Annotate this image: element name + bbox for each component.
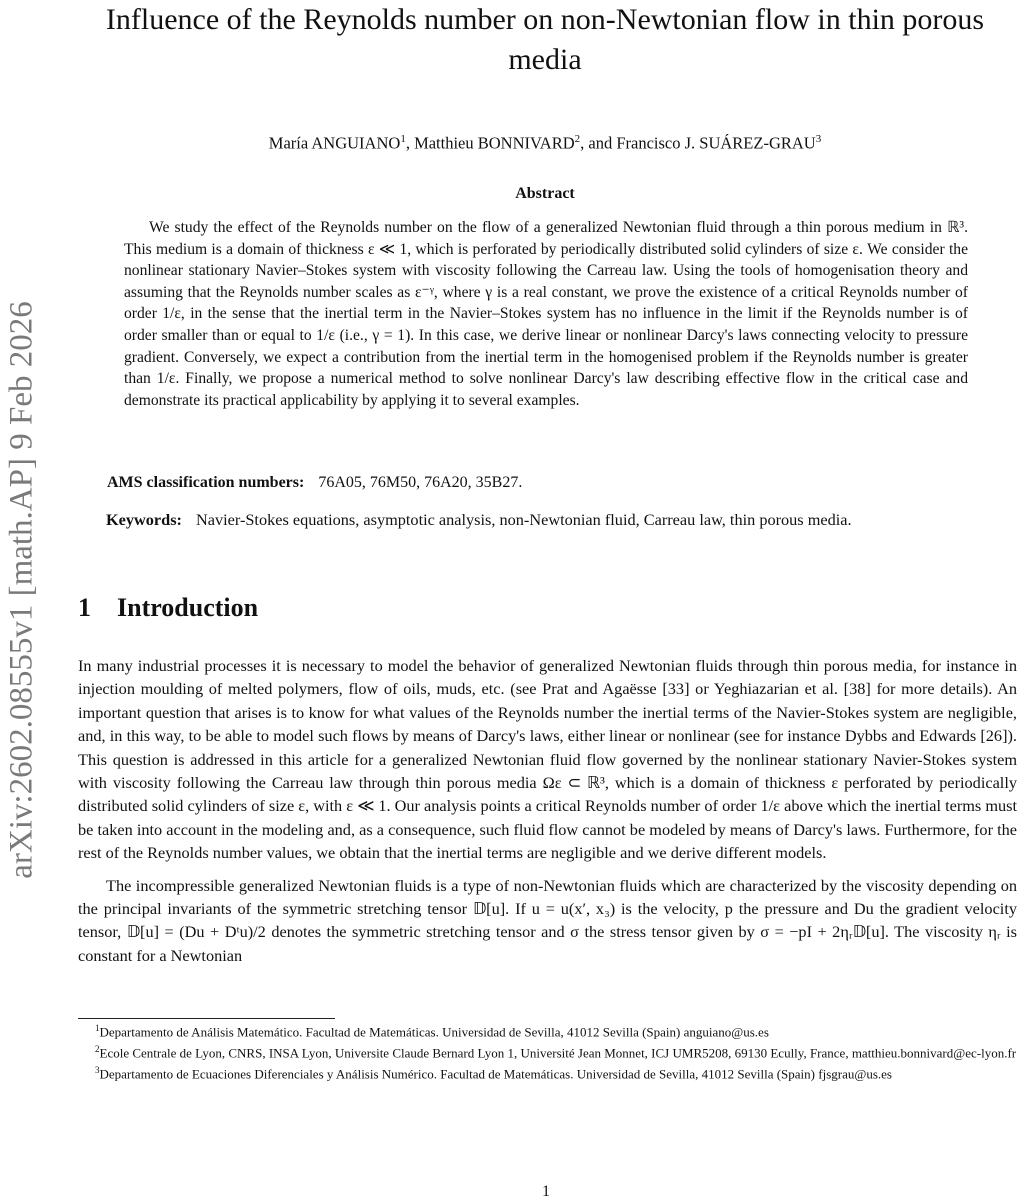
author-affiliation-mark: 3 [815,133,822,145]
author-affiliation-mark: 2 [574,133,581,145]
author-name: Francisco J. SUÁREZ-GRAU [616,133,816,153]
abstract-heading: Abstract [515,185,575,202]
author-affiliation-mark: 1 [400,133,406,145]
page-number: 1 [542,1183,550,1200]
keywords [78,509,1017,531]
intro-paragraph: In many industrial processes it is necessary to model the behavior of generalized Newtonian fluids through thin porous media, for instance in injection moulding of melted polymers, flow of oils, muds, etc. (see Prat and Agaësse [33] or Yeghiazarian et al. [38] for more details). An important question that arises is to know for what values of the Reynolds number the inertial terms of the Navier-Stokes system are negligible, and, in this way, to be able to model such flows by means of Darcy's laws, either linear or nonlinear (see for instance Dybbs and Edwards [26]). This question is addressed in this article for a generalized Newtonian fluid flow governed by the nonlinear stationary Navier-Stokes system with viscosity following the Carreau law through thin porous media Ωε ⊂ ℝ³, which is a domain of thickness ε perforated by periodically distributed solid cylinders of size ε, with ε ≪ 1. Our analysis points a critical Reynolds number of order 1/ε above which the inertial terms must be taken into account in the modeling and, as a consequence, such fluid flow cannot be modeled by means of Darcy's laws. Furthermore, for the rest of the Reynolds number values, we obtain that the inertial terms are negligible and we derive different models. [78,656,1017,863]
author-name: María ANGUIANO [268,133,401,153]
author-list [90,133,1000,154]
footnote [78,1020,1017,1041]
footnote-text: Departamento de Análisis Matemático. Facultad de Matemáticas. Universidad de Sevilla, 41012 Sevilla (Spain) anguiano@us.es [99,1024,769,1040]
paper-title: Influence of the Reynolds number on non-Newtonian flow in thin porous media [105,3,985,76]
section-title: Introduction [117,593,259,622]
keywords-value: Navier-Stokes equations, asymptotic analysis, non-Newtonian fluid, Carreau law, thin porous media. [195,510,852,529]
author-name: Matthieu BONNIVARD [414,133,575,153]
author-conjunction: , and [580,133,617,153]
footnote-text: Ecole Centrale de Lyon, CNRS, INSA Lyon, Universite Claude Bernard Lyon 1, Université Jean Monnet, ICJ UMR5208, 69130 Ecully, France, matthieu.bonnivard@ec-lyon.fr [99,1045,1017,1061]
footnote-mark: 1 [95,1023,100,1033]
abstract-text: We study the effect of the Reynolds number on the flow of a generalized Newtonian fluid through a thin porous medium in ℝ³. This medium is a domain of thickness ε ≪ 1, which is perforated by periodically distributed solid cylinders of size ε. We consider the nonlinear stationary Navier–Stokes system with viscosity following the Carreau law. Using the tools of homogenisation theory and assuming that the Reynolds number scales as ε⁻ᵞ, where γ is a real constant, we prove the existence of a critical Reynolds number of order 1/ε, in the sense that the inertial term in the Navier–Stokes system has no influence in the limit if the Reynolds number is of order smaller than or equal to 1/ε (i.e., γ = 1). In this case, we derive linear or nonlinear Darcy's laws connecting velocity to pressure gradient. Conversely, we expect a contribution from the inertial term in the homogenised problem if the Reynolds number is greater than 1/ε. Finally, we propose a numerical method to solve nonlinear Darcy's law describing effective flow in the critical case and demonstrate its practical applicability by applying it to several examples. [124,219,968,409]
footnote [78,1062,1017,1083]
ams-classification [107,474,987,492]
footnote-text: Departamento de Ecuaciones Diferenciales y Análisis Numérico. Facultad de Matemáticas. Universidad de Sevilla, 41012 Sevilla (Spain) fjsgrau@us.es [99,1065,892,1081]
footnote [78,1041,1017,1062]
ams-value: 76A05, 76M50, 76A20, 35B27. [318,474,523,491]
footnotes [78,1020,1017,1082]
footnote-mark: 2 [95,1043,100,1054]
intro-paragraph: The incompressible generalized Newtonian fluids is a type of non-Newtonian fluids which are characterized by the viscosity depending on the principal invariants of the symmetric stretching tensor 𝔻[u]. If u = u(x′, x₃) is the velocity, p the pressure and Du the gradient velocity tensor, 𝔻[u] = (Du + Dᵗu)/2 denotes the symmetric stretching tensor and σ the stress tensor given by σ = −pI + 2ηᵣ𝔻[u]. The viscosity ηᵣ is constant for a Newtonian [78,875,1017,965]
ams-label: AMS classification numbers: [107,474,305,491]
arxiv-identifier: arXiv:2602.08555v1 [math.AP] 9 Feb 2026 [3,301,40,879]
introduction-body [78,654,1017,967]
footnote-rule [78,1018,335,1019]
section-number: 1 [78,593,91,622]
footnote-mark: 3 [95,1064,100,1075]
section-heading [78,593,258,623]
author-separator: , [405,133,415,153]
keywords-label: Keywords: [106,510,182,529]
